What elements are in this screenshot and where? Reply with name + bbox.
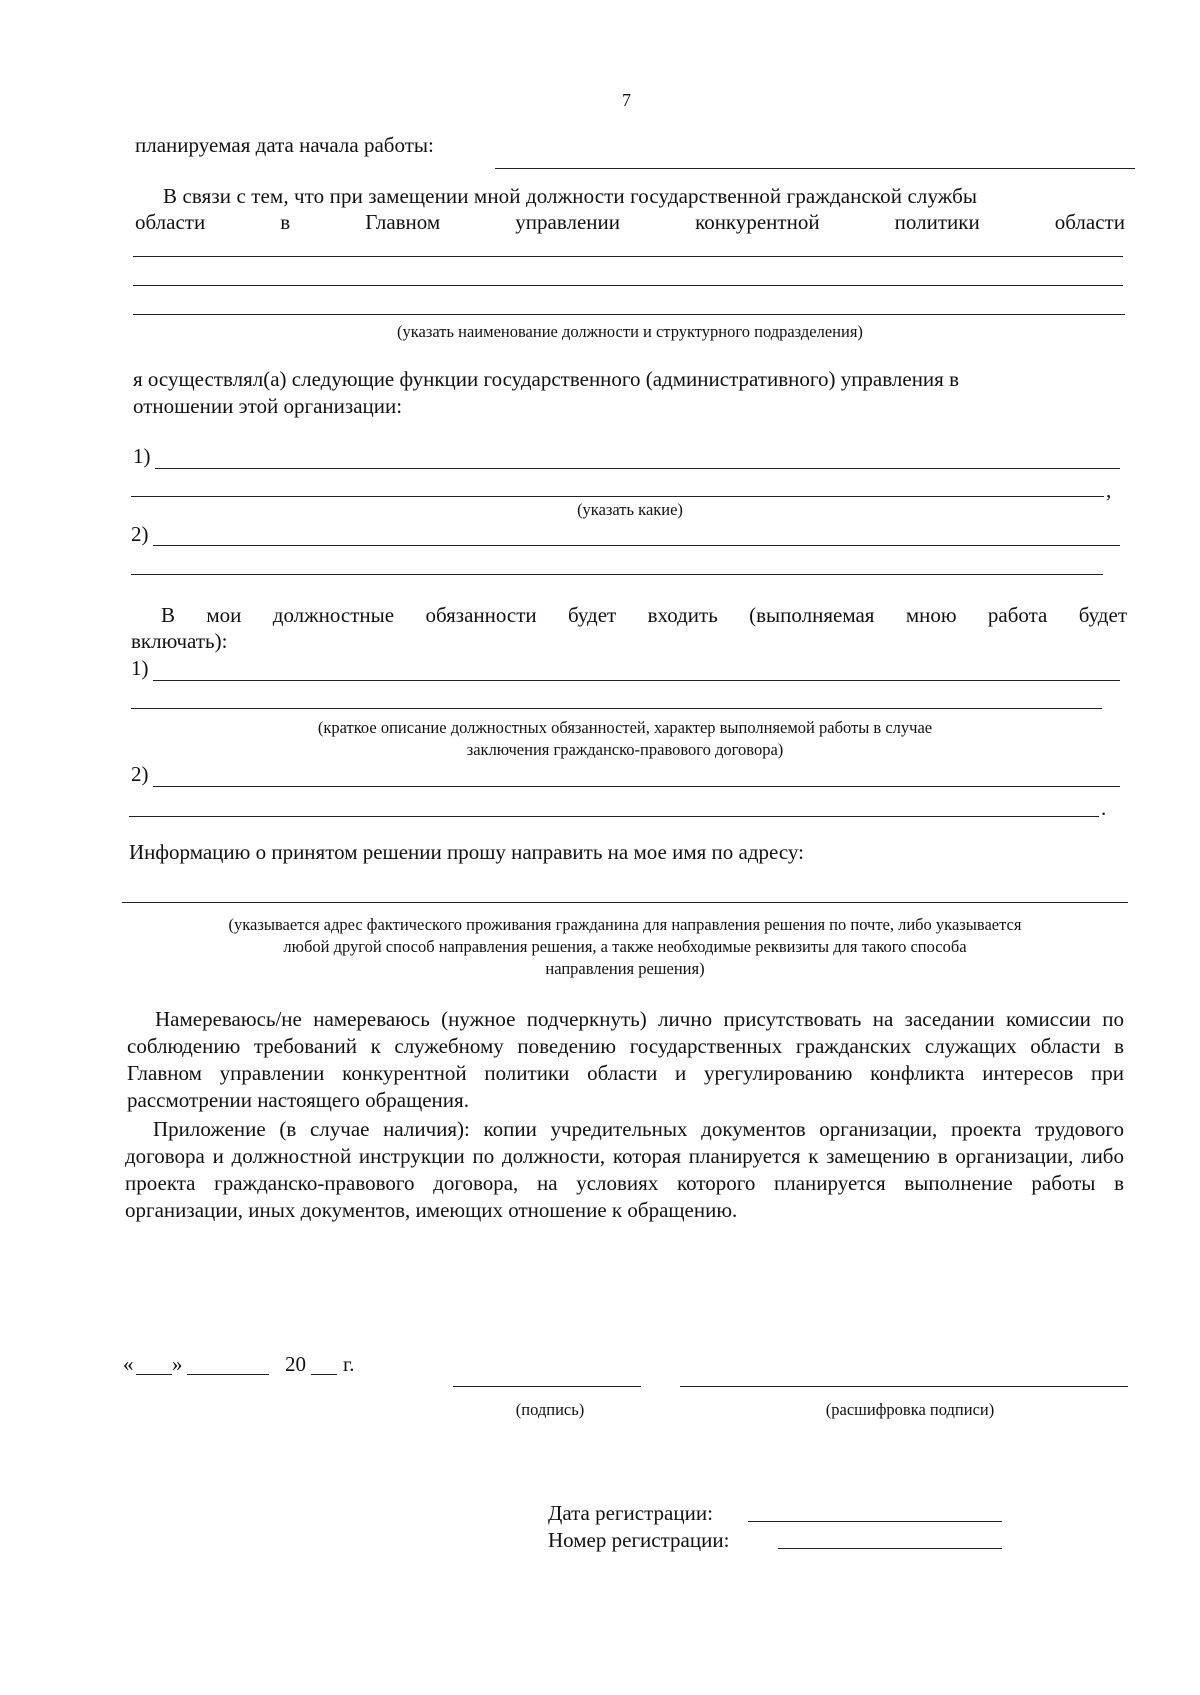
duties-line-2: включать): bbox=[131, 629, 228, 653]
duties-item-1-field-cont[interactable] bbox=[131, 708, 1102, 709]
duties-item-2-field-cont[interactable] bbox=[129, 816, 1099, 817]
registration-number-field[interactable] bbox=[778, 1548, 1002, 1549]
registration-date-label: Дата регистрации: bbox=[548, 1501, 713, 1525]
address-label: Информацию о принятом решении прошу направить на мое имя по адресу: bbox=[129, 840, 804, 864]
functions-item-2-number: 2) bbox=[131, 522, 149, 546]
intent-paragraph: Намереваюсь/не намереваюсь (нужное подчеркнуть) лично присутствовать на заседании комиссии по соблюдению требований к служебному поведению государственных гражданских служащих области в Главном управлении конкурентной политики области и урегулированию конфликта интересов при рассмотрении настоящего обращения. bbox=[127, 1007, 1124, 1112]
word: области bbox=[135, 210, 206, 234]
date-month-field[interactable] bbox=[187, 1374, 269, 1375]
word: политики bbox=[894, 210, 980, 234]
start-date-label: планируемая дата начала работы: bbox=[135, 133, 434, 157]
functions-item-2-field-cont[interactable] bbox=[131, 574, 1103, 575]
functions-item-1-number: 1) bbox=[133, 444, 151, 468]
address-hint-1: (указывается адрес фактического проживания гражданина для направления решения по почте, либо указывается bbox=[228, 915, 1022, 934]
date-day-field[interactable] bbox=[136, 1374, 172, 1375]
date-year-suffix: г. bbox=[343, 1352, 355, 1376]
connection-line-1: В связи с тем, что при замещении мной должности государственной гражданской службы bbox=[163, 184, 978, 208]
address-hint-2: любой другой способ направления решения, а также необходимые реквизиты для такого способа bbox=[283, 937, 967, 956]
position-hint: (указать наименование должности и структурного подразделения) bbox=[397, 322, 863, 341]
date-open-quote: « bbox=[123, 1352, 134, 1376]
address-hint-3: направления решения) bbox=[545, 959, 705, 978]
duties-item-1-number: 1) bbox=[131, 656, 149, 680]
word: области bbox=[1054, 210, 1125, 234]
functions-line-2: отношении этой организации: bbox=[133, 394, 403, 418]
duties-period: . bbox=[1101, 796, 1107, 820]
date-year-prefix: 20 bbox=[285, 1352, 306, 1376]
position-field-line-1[interactable] bbox=[133, 256, 1123, 257]
functions-hint: (указать какие) bbox=[577, 500, 683, 519]
duties-hint-1: (краткое описание должностных обязанностей, характер выполняемой работы в случае bbox=[317, 718, 933, 737]
functions-line-1: я осуществлял(а) следующие функции государственного (административного) управления в bbox=[133, 367, 959, 391]
date-year-field[interactable] bbox=[311, 1374, 337, 1375]
position-field-line-2[interactable] bbox=[133, 285, 1123, 286]
functions-item-2-field[interactable] bbox=[153, 545, 1120, 546]
word: в bbox=[280, 210, 291, 234]
page-number: 7 bbox=[622, 90, 631, 110]
registration-date-field[interactable] bbox=[748, 1521, 1002, 1522]
functions-item-1-field[interactable] bbox=[155, 468, 1120, 469]
word: конкурентной bbox=[695, 210, 820, 234]
word: Главном bbox=[365, 210, 441, 234]
date-close-quote: » bbox=[172, 1352, 183, 1376]
address-field[interactable] bbox=[122, 902, 1128, 903]
signature-decode-hint: (расшифровка подписи) bbox=[825, 1400, 995, 1419]
duties-hint-2: заключения гражданско-правового договора) bbox=[466, 740, 784, 759]
registration-number-label: Номер регистрации: bbox=[548, 1528, 730, 1552]
signature-decode-field[interactable] bbox=[680, 1386, 1128, 1387]
signature-field[interactable] bbox=[453, 1386, 641, 1387]
connection-line-2 bbox=[135, 210, 1125, 235]
signature-hint: (подпись) bbox=[515, 1400, 585, 1419]
functions-item-1-field-cont[interactable] bbox=[131, 496, 1104, 497]
duties-item-2-field[interactable] bbox=[153, 786, 1120, 787]
functions-comma: , bbox=[1106, 478, 1112, 502]
duties-item-1-field[interactable] bbox=[153, 680, 1120, 681]
attachment-paragraph: Приложение (в случае наличия): копии учредительных документов организации, проекта трудового договора и должностной инструкции по должности, которая планируется к замещению в организации, либо проекта гражданско-правового договора, на условиях которого планируется выполнение работы в организации, иных документов, имеющих отношение к обращению. bbox=[125, 1117, 1124, 1222]
duties-item-2-number: 2) bbox=[131, 762, 149, 786]
start-date-field[interactable] bbox=[495, 168, 1135, 169]
word: управлении bbox=[515, 210, 620, 234]
position-field-line-3[interactable] bbox=[133, 314, 1125, 315]
duties-line-1: В мои должностные обязанности будет входить (выполняемая мною работа будет bbox=[161, 603, 1127, 627]
